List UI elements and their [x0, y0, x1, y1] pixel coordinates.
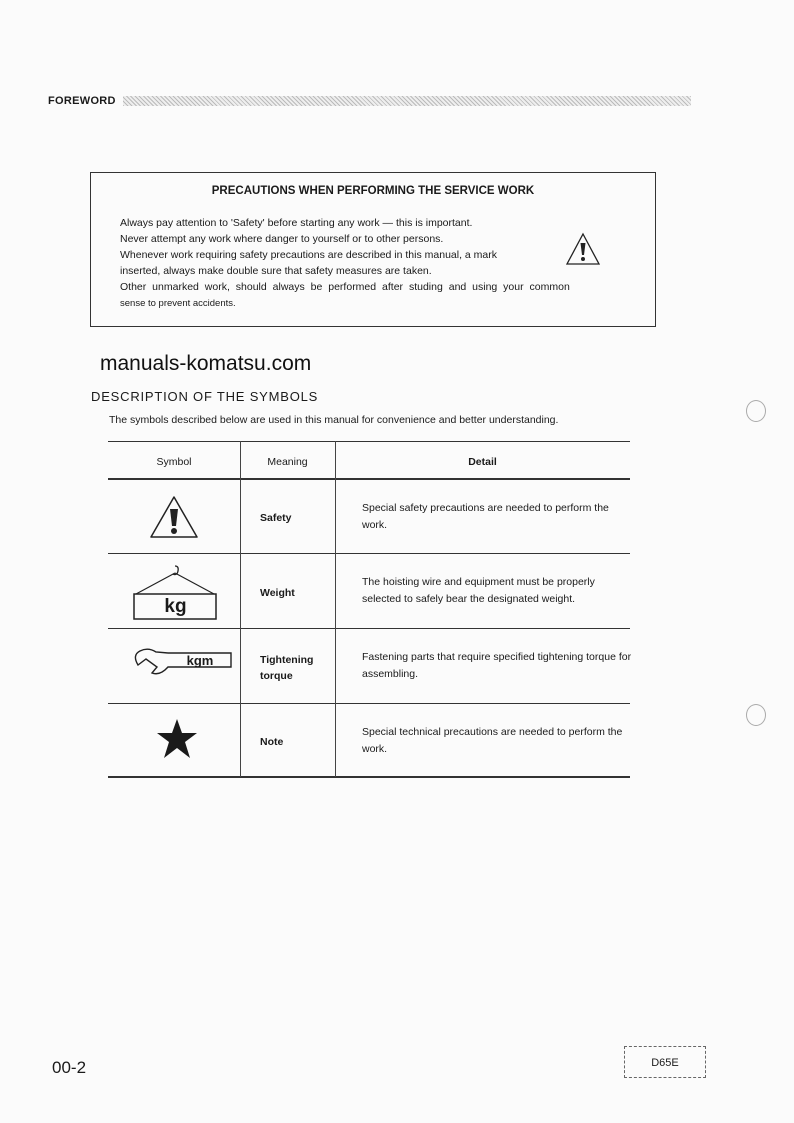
meaning-weight: Weight	[260, 587, 295, 599]
table-rule	[108, 703, 630, 704]
warning-triangle-icon	[565, 231, 601, 267]
meaning-note: Note	[260, 736, 284, 748]
precautions-box	[90, 172, 656, 327]
column-divider	[240, 441, 241, 777]
star-icon	[156, 718, 198, 760]
precaution-line: Always pay attention to 'Safety' before starting any work — this is important.	[120, 217, 473, 229]
page-number: 00-2	[52, 1058, 87, 1077]
model-code: D65E	[651, 1057, 679, 1069]
meaning-safety: Safety	[260, 512, 292, 524]
kgm-label: kgm	[186, 653, 214, 668]
table-rule	[108, 478, 630, 480]
weight-kg-icon	[133, 564, 218, 620]
wrench-kgm-icon	[132, 647, 232, 677]
precaution-line: inserted, always make double sure that safety measures are taken.	[120, 265, 432, 277]
meaning-torque: Tightening torque	[260, 654, 314, 682]
detail-weight: The hoisting wire and equipment must be properly selected to safely bear the designated weight.	[362, 576, 595, 605]
header-symbol: Symbol	[156, 456, 192, 468]
detail-torque: Fastening parts that require specified tightening torque for assembling.	[362, 651, 632, 680]
section-header: FOREWORD	[48, 95, 116, 107]
punch-hole	[746, 400, 766, 422]
table-rule	[108, 553, 630, 554]
model-box	[624, 1046, 706, 1078]
header-rule	[123, 96, 691, 106]
kg-label: kg	[164, 596, 187, 617]
precaution-line: Other unmarked work, should always be performed after studing and using your common	[120, 281, 570, 293]
precautions-title: PRECAUTIONS WHEN PERFORMING THE SERVICE WORK	[211, 185, 535, 197]
detail-note: Special technical precautions are needed to perform the work.	[362, 726, 623, 755]
detail-safety: Special safety precautions are needed to perform the work.	[362, 502, 609, 531]
symbols-title: DESCRIPTION OF THE SYMBOLS	[91, 389, 319, 404]
punch-hole	[746, 704, 766, 726]
symbols-intro: The symbols described below are used in this manual for convenience and better understanding.	[109, 414, 559, 426]
table-rule	[108, 628, 630, 629]
table-rule	[108, 776, 630, 778]
watermark-text: manuals-komatsu.com	[100, 352, 312, 375]
header-detail: Detail	[468, 456, 497, 468]
warning-triangle-icon	[148, 494, 200, 540]
column-divider	[335, 441, 336, 777]
precaution-line: sense to prevent accidents.	[120, 298, 236, 309]
table-rule	[108, 441, 630, 442]
header-meaning: Meaning	[267, 456, 308, 468]
precaution-line: Never attempt any work where danger to yourself or to other persons.	[120, 233, 444, 245]
precaution-line: Whenever work requiring safety precautions are described in this manual, a mark	[120, 249, 498, 261]
